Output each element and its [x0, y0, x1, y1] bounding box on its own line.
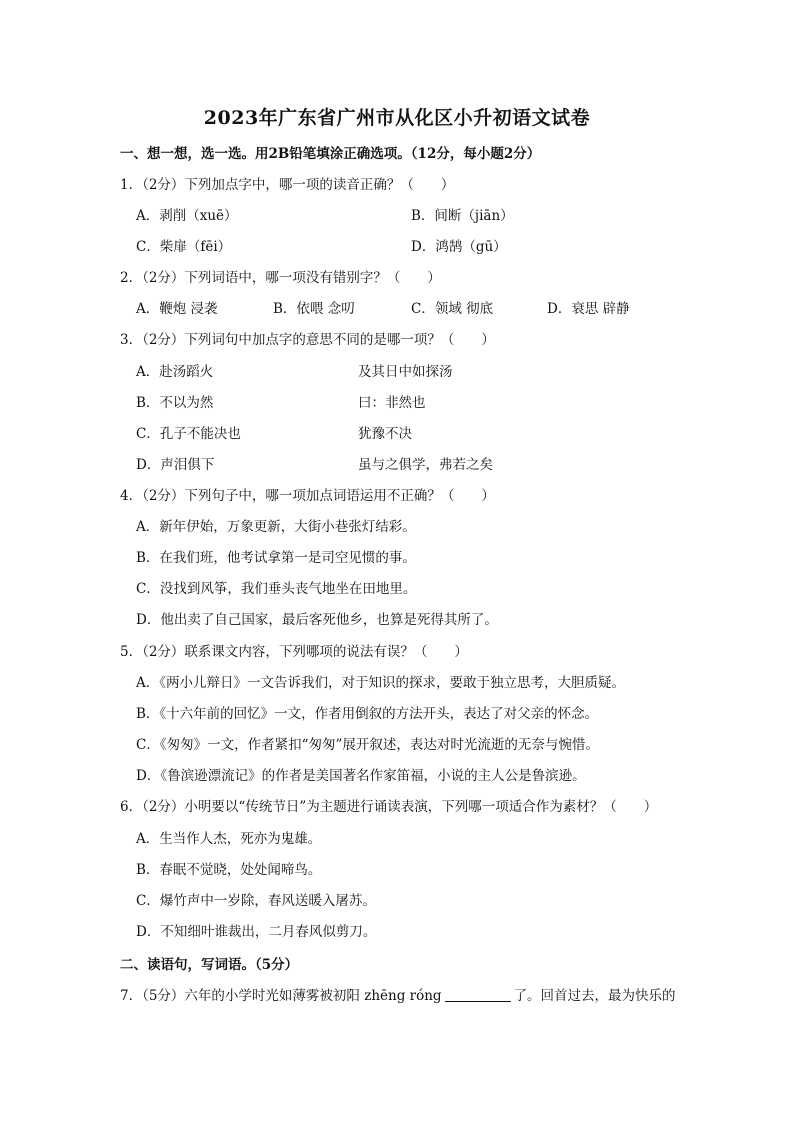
- question-1-stem: 1．（2分）下列加点字中，哪一项的读音正确？（ ）: [120, 177, 455, 193]
- exam-title: 2023年广东省广州市从化区小升初语文试卷: [203, 107, 591, 129]
- question-6-option-c: C．爆竹声中一岁除，春风送暖入屠苏。: [136, 893, 376, 909]
- question-5-option-c: C．《匆匆》一文，作者紧扣“匆匆”展开叙述，表达对时光流逝的无奈与惋惜。: [136, 737, 599, 753]
- question-3-row-b-left: B．不以为然: [136, 395, 214, 411]
- section-2-heading: 二、读语句，写词语。（5分）: [120, 957, 299, 973]
- question-3-row-a-right: 及其日中如探汤: [358, 364, 453, 380]
- question-1-option-a: A．剥削（xuē）: [136, 208, 238, 224]
- question-4-option-c: C．没找到风筝，我们垂头丧气地坐在田地里。: [136, 581, 417, 597]
- question-2-stem: 2．（2分）下列词语中，哪一项没有错别字？（ ）: [120, 270, 441, 286]
- question-5-stem: 5．（2分）联系课文内容，下列哪项的说法有误？（ ）: [120, 644, 468, 660]
- question-1-option-d: D．鸿鹄（gū）: [411, 239, 507, 255]
- question-7-before-blank: 7．（5分）六年的小学时光如薄雾被初阳 zhēng róng: [120, 988, 442, 1004]
- question-2-option-a: A．鞭炮 浸袭: [136, 301, 218, 317]
- question-6-stem: 6．（2分）小明要以“传统节日”为主题进行诵读表演，下列哪一项适合作为素材？（ ）: [120, 799, 658, 815]
- question-3-row-c-right: 犹豫不决: [358, 426, 412, 442]
- question-2-option-d: D．衰思 辟静: [547, 301, 630, 317]
- question-3-stem: 3．（2分）下列词句中加点字的意思不同的是哪一项？（ ）: [120, 332, 495, 348]
- section-1-heading: 一、想一想，选一选。用2B铅笔填涂正确选项。（12分，每小题2分）: [120, 146, 541, 162]
- question-6-option-d: D．不知细叶谁裁出，二月春风似剪刀。: [136, 924, 377, 940]
- question-4-option-b: B．在我们班，他考试拿第一是司空见惯的事。: [136, 550, 416, 566]
- question-3-row-b-right: 曰：非然也: [358, 395, 426, 411]
- question-2-option-c: C．领域 彻底: [411, 301, 494, 317]
- question-1-option-b: B．间断（jiān）: [411, 208, 514, 224]
- question-5-option-d: D．《鲁滨逊漂流记》的作者是美国著名作家笛福，小说的主人公是鲁滨逊。: [136, 768, 586, 784]
- question-5-option-a: A．《两小儿辩日》一文告诉我们，对于知识的探求，要敢于独立思考，大胆质疑。: [136, 675, 625, 691]
- question-6-option-a: A．生当作人杰，死亦为鬼雄。: [136, 831, 322, 847]
- question-3-row-d-left: D．声泪俱下: [136, 457, 215, 473]
- question-3-row-a-left: A．赴汤蹈火: [136, 364, 214, 380]
- question-4-stem: 4．（2分）下列句子中，哪一项加点词语运用不正确？（ ）: [120, 488, 495, 504]
- question-4-option-d: D．他出卖了自己国家，最后客死他乡，也算是死得其所了。: [136, 612, 498, 628]
- question-7-after-blank: 了。回首过去，最为快乐的: [513, 988, 676, 1004]
- question-3-row-c-left: C．孔子不能决也: [136, 426, 241, 442]
- question-1-option-c: C．柴扉（fēi）: [136, 239, 232, 255]
- question-5-option-b: B．《十六年前的回忆》一文，作者用倒叙的方法开头，表达了对父亲的怀念。: [136, 706, 599, 722]
- question-7-stem: [120, 987, 676, 1005]
- question-3-row-d-right: 虽与之俱学，弗若之矣: [358, 457, 493, 473]
- question-2-option-b: B．依喂 念叨: [273, 301, 355, 317]
- question-4-option-a: A．新年伊始，万象更新，大街小巷张灯结彩。: [136, 519, 416, 535]
- question-6-option-b: B．春眠不觉晓，处处闻啼鸟。: [136, 862, 322, 878]
- answer-blank[interactable]: [445, 987, 511, 1002]
